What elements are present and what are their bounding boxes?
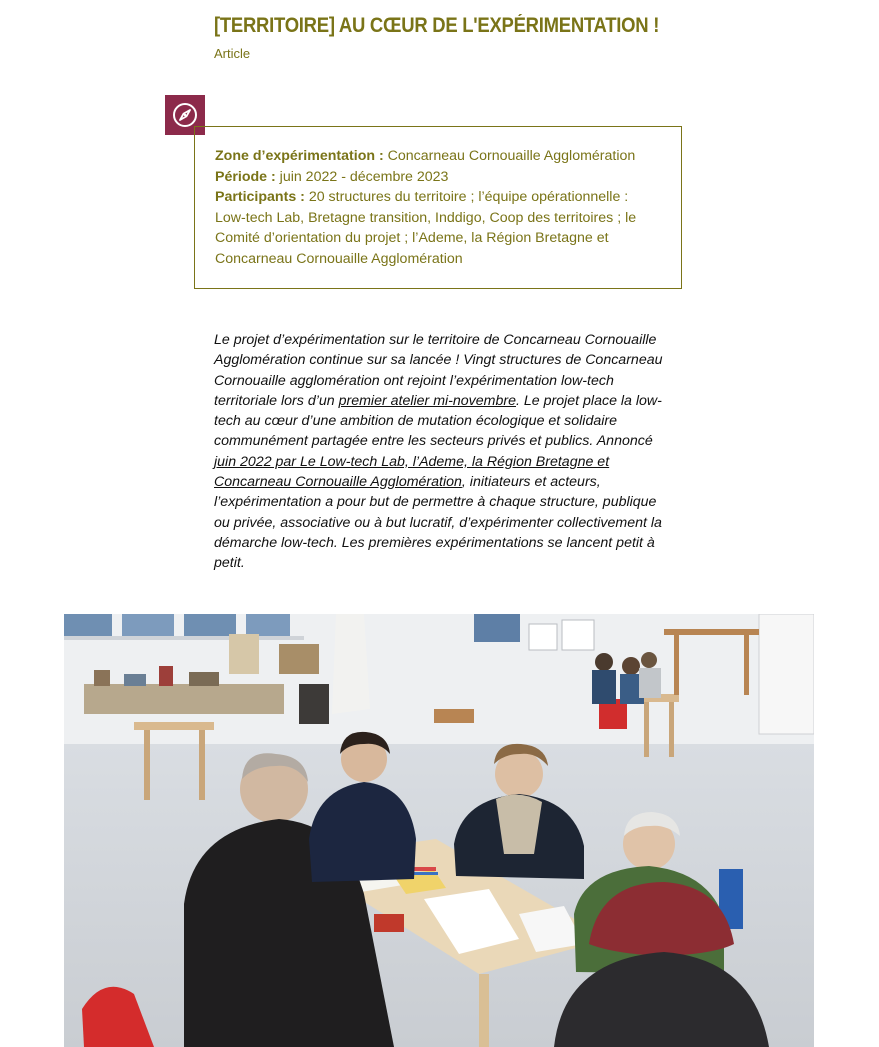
period-label: Période : — [215, 168, 276, 185]
article-intro — [214, 330, 666, 574]
zone-value: Concarneau Cornouaille Agglomération — [383, 148, 636, 164]
period-line — [215, 167, 661, 188]
workshop-photo — [64, 614, 814, 1047]
period-value: juin 2022 - décembre 2023 — [275, 168, 449, 185]
participants-value: 20 structures du territoire ; l’équipe opérationnelle : Low-tech Lab, Bretagne transition, Inddigo, Coop des territoires ; le Comité d’orientation du projet ; l’Ademe, la Région Bretagne et Concarneau Cornouaille Agglomération — [215, 189, 637, 267]
intro-text-1: Le projet d’expérimentation sur le territoire de Concarneau Cornouaille Agglomération continue sur sa lancée ! Vingt structures de Concarneau Cornouaille agglomération ont rejoint l’expérimentation low-tech territoriale lors d’un — [214, 332, 663, 409]
intro-text-3: , initiateurs et acteurs, l’expérimentation a pour but de permettre à chaque structure, publique ou privée, associative ou à but lucratif, d’expérimenter collectivement la démarche low-tech. Les premières expérimentations se lancent petit à petit. — [214, 474, 662, 572]
experiment-info-box — [194, 126, 682, 289]
zone-label: Zone d’expérimentation : — [215, 148, 384, 164]
announcement-link[interactable]: juin 2022 par Le Low-tech Lab, l’Ademe, la Région Bretagne et Concarneau Cornouaille Agglomération — [214, 453, 610, 491]
zone-line — [215, 146, 661, 167]
compass-icon — [171, 101, 199, 129]
workshop-photo-illustration — [64, 614, 814, 1047]
participants-label: Participants : — [215, 189, 305, 205]
workshop-link[interactable]: premier atelier mi-novembre — [338, 392, 516, 409]
content-type-label: Article — [214, 46, 251, 61]
page-title: [TERRITOIRE] AU CŒUR DE L'EXPÉRIMENTATION ! — [214, 14, 660, 37]
participants-line — [215, 187, 661, 269]
intro-text-2: . Le projet place la low-tech au cœur d’une ambition de mutation écologique et solidaire communément partagée entre les secteurs privés et publics. Annoncé — [214, 392, 662, 450]
